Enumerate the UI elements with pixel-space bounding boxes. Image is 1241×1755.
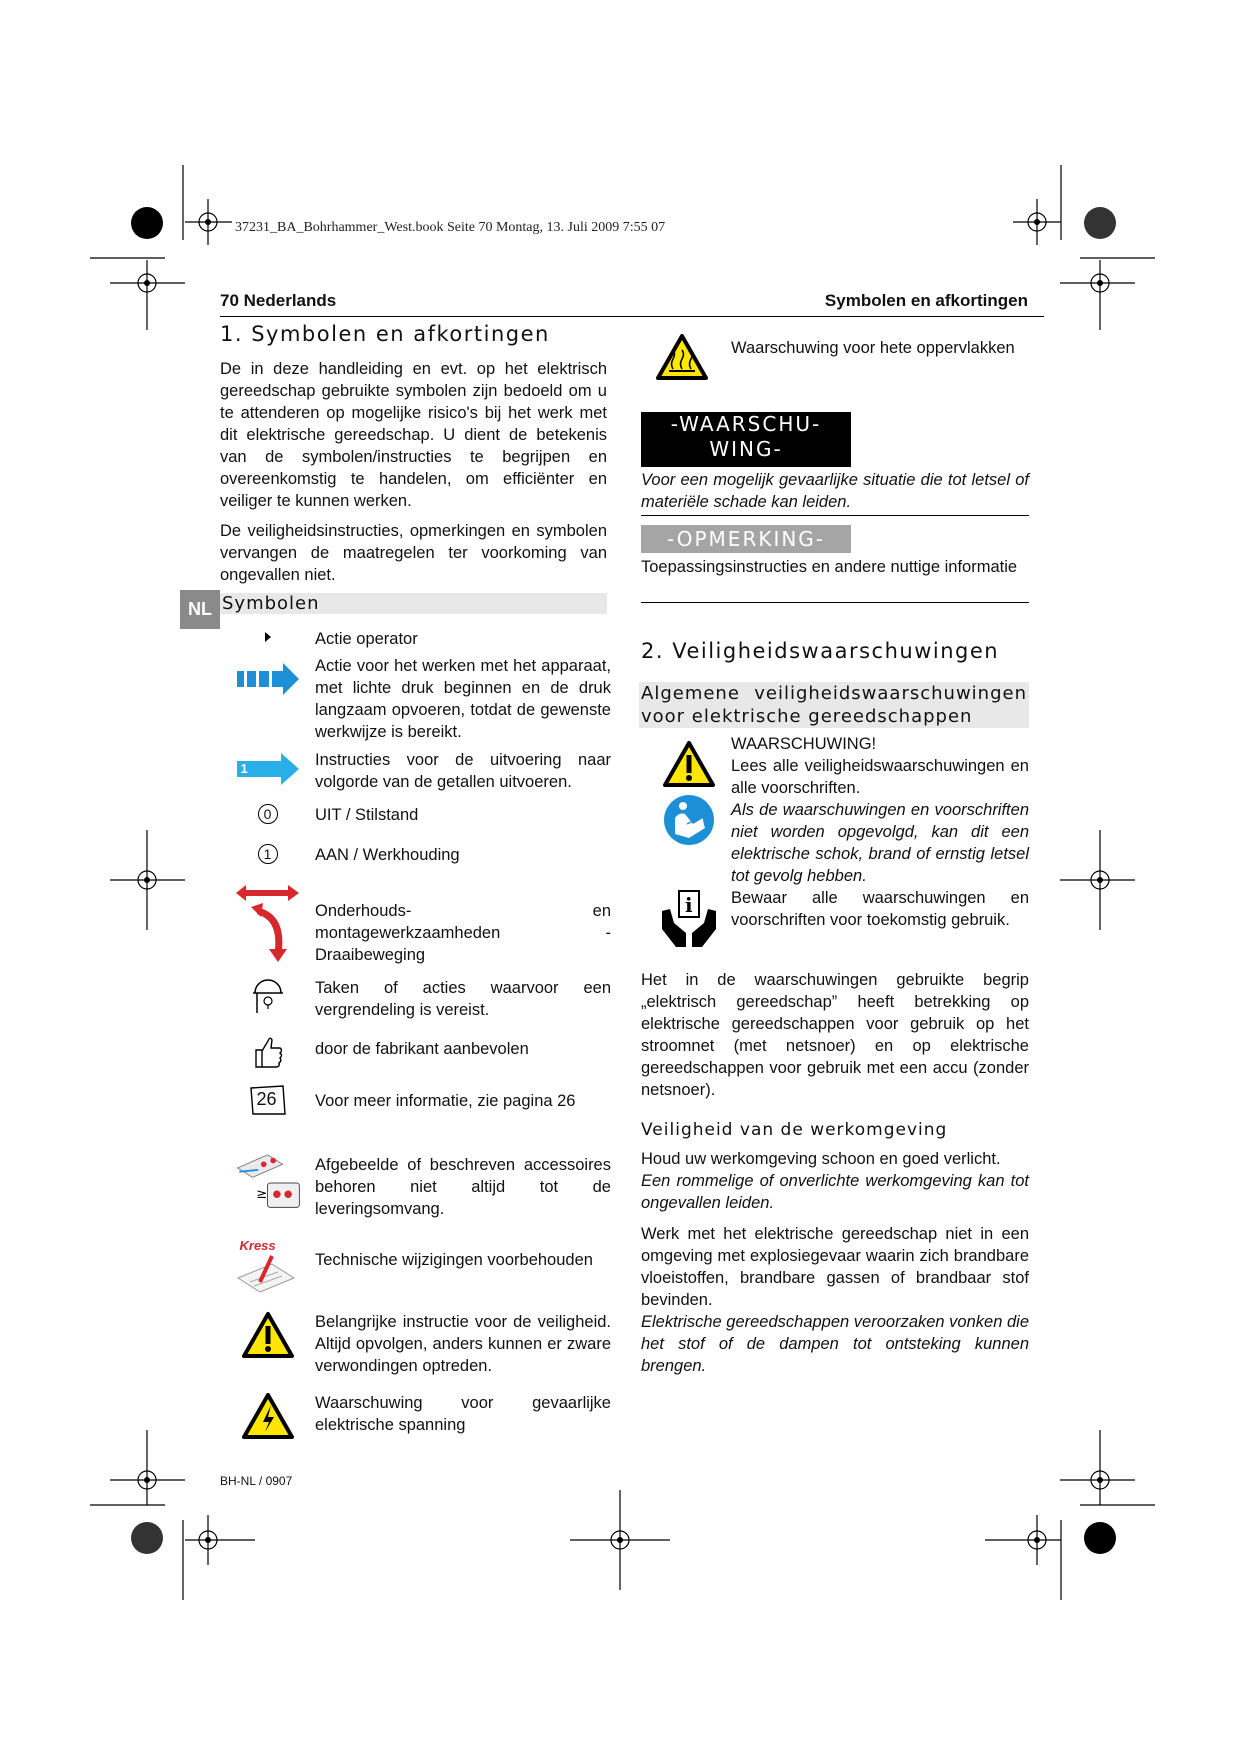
symbol-text: Onderhouds- en montagewerkzaamheden - Draaibeweging bbox=[315, 902, 611, 964]
symbol-text: Technische wijzigingen voorbehouden bbox=[315, 1251, 593, 1269]
numbered-arrow-icon bbox=[235, 751, 301, 787]
symbol-text: UIT / Stilstand bbox=[315, 806, 419, 824]
symbol-text: AAN / Werkhouding bbox=[315, 846, 460, 864]
page-header-right: Symbolen en afkortingen bbox=[824, 291, 1028, 310]
warning-title: WAARSCHUWING! bbox=[731, 735, 877, 753]
section1-para2: De veiligheidsinstructies, opmerkingen en symbolen vervangen de maatregelen ter voorkoming van ongevallen niet. bbox=[220, 522, 607, 584]
on-one-icon: 1 bbox=[258, 844, 278, 864]
lock-icon bbox=[251, 975, 285, 1015]
warning-consequence: Als de waarschuwingen en voorschriften niet worden opgevolgd, kan dit een elektrische schok, brand of ernstig letsel tot gevolg hebben. bbox=[731, 801, 1029, 885]
book-page-icon bbox=[249, 1084, 287, 1116]
action-triangle-icon bbox=[263, 630, 273, 644]
general-warning-block bbox=[731, 733, 1029, 931]
keep-instructions-text: Bewaar alle waarschuwingen en voorschriften voor toekomstig gebruik. bbox=[731, 889, 1029, 929]
section1-para1: De in deze handleiding en evt. op het elektrisch gereedschap gebruikte symbolen zijn bedoeld om u te attenderen op mogelijke risico's bij het werk met dit elektrische gereedschap. U dient de betekenis van de symbolen/instructies te begrijpen en overeenkomstig te handelen, om efficiënter en veiliger te kunnen werken. bbox=[220, 360, 607, 510]
kress-document-icon bbox=[232, 1238, 304, 1298]
symbol-text: Actie voor het werken met het apparaat, met lichte druk beginnen en de druk langzaam opvoeren, totdat de gewenste werkwijze is bereikt. bbox=[315, 657, 611, 741]
workplace-text-1: Houd uw werkomgeving schoon en goed verlicht. bbox=[641, 1150, 1001, 1168]
workplace-text-2: Werk met het elektrische gereedschap niet in een omgeving met explosiegevaar waarin zich brandbare vloeistoffen, brandbare gassen of brandbaar stof bevinden. bbox=[641, 1225, 1029, 1309]
warning-label: -WAARSCHU- WING- bbox=[641, 412, 851, 467]
warning-read-line: Lees alle veiligheidswaarschuwingen en alle voorschriften. bbox=[731, 757, 1029, 797]
hot-surface-text: Waarschuwing voor hete oppervlakken bbox=[731, 339, 1015, 357]
accessories-icon bbox=[230, 1143, 305, 1223]
header-rule bbox=[220, 316, 1044, 317]
off-zero-icon: 0 bbox=[258, 804, 278, 824]
numbered-arrow-label: 1 bbox=[240, 761, 248, 776]
workplace-text-2-italic: Elektrische gereedschappen veroorzaken vonken die het stof of de dampen tot ontsteking kunnen brengen. bbox=[641, 1313, 1029, 1375]
note-rule bbox=[641, 602, 1029, 603]
note-label: -OPMERKING- bbox=[641, 525, 851, 553]
section1-title: 1. Symbolen en afkortingen bbox=[220, 322, 550, 346]
workplace-block bbox=[641, 1148, 1029, 1377]
print-slug: 37231_BA_Bohrhammer_West.book Seite 70 Montag, 13. Juli 2009 7:55 07 bbox=[235, 220, 666, 235]
blue-pressure-arrow-icon bbox=[235, 661, 301, 697]
book-page-number: 26 bbox=[256, 1089, 277, 1109]
read-manual-icon bbox=[663, 794, 715, 846]
left-column bbox=[220, 322, 607, 614]
symbol-text: Taken of acties waarvoor een vergrendeling is vereist. bbox=[315, 979, 611, 1019]
warning-rule bbox=[641, 515, 1029, 516]
symbol-text: Voor meer informatie, zie pagina 26 bbox=[315, 1092, 576, 1110]
symbol-text: Belangrijke instructie voor de veiligheid. Altijd opvolgen, anders kunnen er zware verwondingen optreden. bbox=[315, 1313, 611, 1375]
symbol-text: Waarschuwing voor gevaarlijke elektrische spanning bbox=[315, 1394, 611, 1434]
symbol-text: Actie operator bbox=[315, 630, 418, 648]
symbol-text: Afgebeelde of beschreven accessoires behoren niet altijd tot de leveringsomvang. bbox=[315, 1156, 611, 1218]
term-paragraph: Het in de waarschuwingen gebruikte begrip „elektrisch gereedschap” heeft betrekking op elektrische gereedschappen voor gebruik op het stroomnet (met netsnoer) en op elektrische gereedschappen voor gebruik met een accu (zonder netsnoer). bbox=[641, 971, 1029, 1099]
keep-instructions-icon bbox=[658, 889, 720, 951]
electric-warning-icon bbox=[241, 1392, 295, 1440]
page-header-left: 70 Nederlands bbox=[220, 291, 337, 310]
thumbs-up-icon bbox=[252, 1034, 284, 1070]
kress-logo: Kress bbox=[239, 1238, 276, 1253]
note-text: Toepassingsinstructies en andere nuttige informatie bbox=[641, 558, 1018, 576]
workplace-heading: Veiligheid van de werkomgeving bbox=[641, 1120, 948, 1140]
rotation-arrows-icon bbox=[233, 883, 303, 963]
footer-code: BH-NL / 0907 bbox=[220, 1474, 293, 1488]
section2-title: 2. Veiligheidswaarschuwingen bbox=[641, 639, 1000, 663]
warning-text: Voor een mogelijk gevaarlijke situatie die tot letsel of materiële schade kan leiden. bbox=[641, 471, 1029, 511]
warning-triangle-icon bbox=[662, 740, 716, 788]
symbols-heading: Symbolen bbox=[220, 593, 607, 614]
hot-surface-icon bbox=[655, 333, 709, 381]
symbol-text: door de fabrikant aanbevolen bbox=[315, 1040, 529, 1058]
general-safety-heading: Algemene veiligheidswaarschuwingen voor elektrische gereedschappen bbox=[641, 683, 1027, 727]
svg-text:i: i bbox=[685, 893, 693, 917]
workplace-text-1-italic: Een rommelige of onverlichte werkomgeving kan tot ongevallen leiden. bbox=[641, 1172, 1029, 1212]
warning-triangle-icon bbox=[241, 1311, 295, 1359]
language-tab: NL bbox=[180, 590, 220, 629]
symbol-text: Instructies voor de uitvoering naar volgorde van de getallen uitvoeren. bbox=[315, 751, 611, 791]
svg-text:≥: ≥ bbox=[256, 1187, 268, 1202]
